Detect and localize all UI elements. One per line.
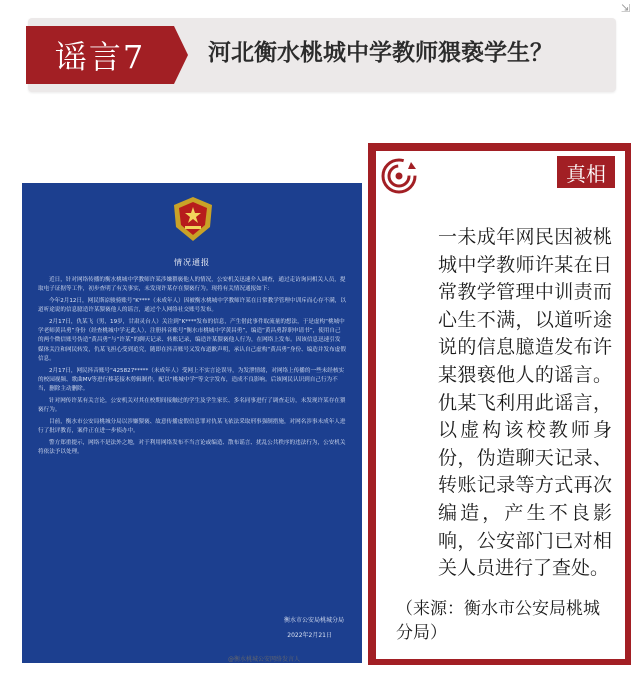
truth-tag: 真相 — [557, 156, 615, 188]
notice-paragraph: 针对网传许某有关言论，公安机关对其在校期间接触过的学生及学生家长、多名同事进行了调查走访，未发现许某存在猥亵行为。 — [38, 397, 346, 414]
truth-paragraph: 一未成年网民因被桃城中学教师许某在日常教学管理中训责而心生不满，以道听途说的信息臆造发布许某猥亵他人的谣言。仇某飞利用此谣言，以虚构该校教师身份，伪造聊天记录、转账记录等方式再次编造，产生不良影响，公安部门已对相关人员进行了查处。 — [438, 226, 612, 580]
police-emblem-icon — [170, 195, 216, 243]
rumor-tag: 谣言7 — [26, 26, 174, 84]
truth-text — [400, 224, 612, 583]
notice-paragraph: 警方郑重提示，网络不是法外之地，对于利用网络发布不当言论或编造、散布谣言、扰乱公共秩序的违法行为，公安机关将依法予以处理。 — [38, 439, 346, 455]
truth-source: （来源：衡水市公安局桃城分局） — [396, 599, 600, 643]
notice-body — [38, 276, 346, 459]
notice-date: 2022年2月21日 — [287, 632, 332, 639]
tag-notch — [174, 26, 188, 84]
notice-paragraph: 今年2月12日，网民斯凉骏骑账号“K****（未成年人）因被衡水桃城中学教师许某在日常教学管理中训斥而心存不满，以道听途说的信息臆造许某猥亵他人的谣言，通过个人网络社交账号发布。 — [38, 297, 346, 314]
notice-paragraph: 目前，衡水市公安局桃城分局以涉嫌猥亵、故意传播虚假信息罪对仇某飞依法采取刑事强制措施，对网名涉事未成年人进行了批评教育，案件正在进一步侦办中。 — [38, 418, 346, 435]
notice-paragraph: 2月17日，仇某飞（男，19岁，甘肃灵台人）关注到“K****发布的信息，产生借此事件取流量的想法，于是虚构“桃城中学老师黄昌勇”身份（经查桃城中学无此人），注册抖音账号“衡水市桃城中学黄昌勇”，编造“黄昌勇辞职申请书”，使用自己的两个微信账号伪造“黄昌勇”与“许某”的聊天记录、转账记录，编造许某猥亵他人行为，在网络上发布。因该信息迅速引发媒体关注和网民转发，仇某飞担心受到追究，随即在抖音账号又发布道歉声明，承认自己虚构“黄昌勇”身份、编造并发布虚假信息。 — [38, 318, 346, 363]
export-icon[interactable]: ⇲ — [621, 2, 631, 15]
refresh-logo-icon — [380, 157, 418, 195]
image-credit: @衡水桃城公安网络发言人 — [228, 656, 301, 663]
police-notice-image — [22, 183, 362, 663]
notice-title: 情况通报 — [174, 258, 210, 267]
notice-signature: 衡水市公安局桃城分局 — [283, 617, 344, 624]
notice-paragraph: 2月17日，网民抖音账号“425827*****（未成年人）受网上不实言论误导，为发泄情绪，对网络上传播的一些未经核实的校园视频、歌曲MV等进行移花接木剪辑制作，配以“桃城中学”等文字发布，造成不良影响。后该网民认识到自己行为不当，删除主动删除。 — [38, 367, 345, 393]
notice-paragraph: 近日，针对网络传播的衡水桃城中学教师许某涉嫌猥亵他人的情况，公安机关迅速介入调查，通过走访询问相关人员，提取电子证据等工作，初步查明了有关事实，未发现许某存在猥亵行为。现将有关情况通报如下： — [38, 277, 346, 293]
page-title: 河北衡水桃城中学教师猥亵学生？ — [208, 39, 553, 66]
